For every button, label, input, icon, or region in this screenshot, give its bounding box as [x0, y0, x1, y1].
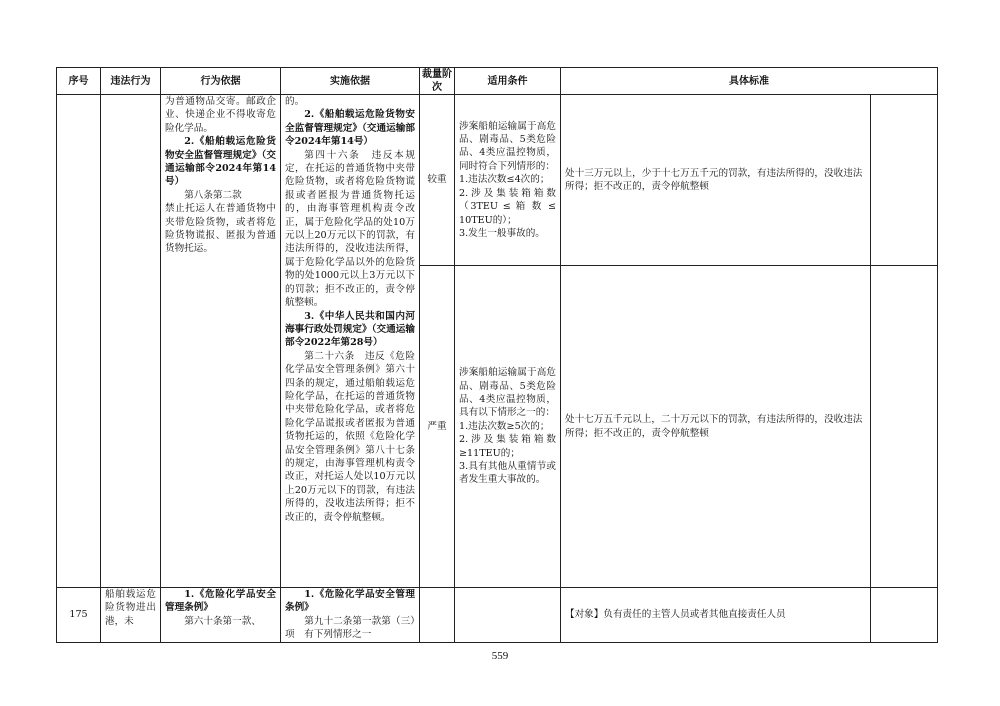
- cell-standard: 【对象】负有责任的主管人员或者其他直接责任人员: [561, 588, 871, 643]
- impl-text: 第九十二条第一款第（三）项 有下列情形之一: [285, 615, 415, 641]
- cell-level: [420, 588, 455, 643]
- cell-level: 严重: [420, 266, 455, 588]
- condition-item: 1.违法次数≥5次的；: [459, 420, 550, 432]
- table-row: [57, 95, 938, 266]
- condition-intro: 涉案船舶运输属于高危品、剧毒品、5类危险品、4类应温控物质，同时符合下列情形的：: [459, 120, 556, 172]
- header-impl: 实施依据: [281, 68, 420, 95]
- impl-reg-title: 2.《船舶载运危险货物安全监督管理规定》（交通运输部令2024年第14号）: [285, 109, 415, 148]
- cell-impl: [281, 588, 420, 643]
- header-level: 裁量阶次: [420, 68, 455, 95]
- cell-level: 较重: [420, 95, 455, 266]
- cell-impl-cont: [281, 95, 420, 588]
- header-no: 序号: [57, 68, 101, 95]
- basis-reg-title: 1.《危险化学品安全管理条例》: [165, 589, 276, 614]
- cell-act: 船舶载运危险货物进出港，未: [101, 588, 161, 643]
- cell-condition: [455, 95, 561, 266]
- cell-no-cont: [57, 95, 101, 588]
- cell-blank: [871, 588, 938, 643]
- basis-article: 第六十条第一款、: [184, 615, 261, 627]
- condition-item: 3.发生一般事故的。: [459, 227, 545, 239]
- impl-reg-title: 1.《危险化学品安全管理条例》: [285, 589, 415, 614]
- page-number: 559: [491, 650, 509, 662]
- header-row: [57, 68, 938, 95]
- basis-text: 禁止托运人在普通货物中夹带危险货物，或者将危险货物谎报、匿报为普通货物托运。: [165, 203, 276, 255]
- cell-no: 175: [57, 588, 101, 643]
- table-row: [57, 588, 938, 643]
- basis-text: 为普通物品交寄。邮政企业、快递企业不得收寄危险化学品。: [165, 96, 276, 134]
- cell-standard: 处十三万元以上，少于十七万五千元的罚款，有违法所得的，没收违法所得；拒不改正的，责令停航整顿: [561, 95, 871, 266]
- header-standard: 具体标准: [561, 68, 938, 95]
- cell-blank: [871, 95, 938, 266]
- cell-basis: [161, 588, 281, 643]
- condition-item: 3.具有其他从重情节或者发生重大事故的。: [459, 461, 556, 486]
- cell-act-cont: [101, 95, 161, 588]
- header-basis: 行为依据: [161, 68, 281, 95]
- impl-text: 第二十六条 违反《危险化学品安全管理条例》第六十四条的规定，通过船舶载运危险化学品，在托运的普通货物中夹带危险化学品，或者将危险化学品谎报或者匿报为普通货物托运的，依照《危险化学品安全管理条例》第八十七条的规定，由海事管理机构责令改正，对托运人处以10万元以上20万元以下的罚款，有违法所得的，没收违法所得；拒不改正的，责令停航整顿。: [285, 350, 415, 523]
- condition-intro: 涉案船舶运输属于高危品、剧毒品、5类危险品、4类应温控物质，具有以下情形之一的：: [459, 367, 556, 419]
- header-act: 违法行为: [101, 68, 161, 95]
- basis-reg-title: 2.《船舶载运危险货物安全监督管理规定》（交通运输部令2024年第14号）: [165, 136, 276, 188]
- cell-basis-cont: [161, 95, 281, 588]
- condition-item: 2.涉及集装箱箱数≥11TEU的；: [459, 434, 556, 459]
- impl-text: 的。: [285, 96, 305, 107]
- cell-standard: 处十七万五千元以上，二十万元以下的罚款，有违法所得的，没收违法所得；拒不改正的，责令停航整顿: [561, 266, 871, 588]
- basis-article: 第八条第二款: [184, 189, 242, 201]
- condition-item: 2.涉及集装箱箱数（3TEU ≤ 箱 数 ≤ 10TEU的）；: [459, 187, 556, 226]
- penalty-standards-table: [56, 67, 938, 643]
- impl-text: 第四十六条 违反本规定，在托运的普通货物中夹带危险货物，或者将危险货物谎报或者匿报为普通货物托运的，由海事管理机构责令改正，属于危险化学品的处10万元以上20万元以下的罚款，有违法所得的，没收违法所得，属于危险化学品以外的危险货物的处1000元以上3万元以下的罚款；拒不改正的，责令停航整顿。: [285, 149, 415, 309]
- cell-condition: [455, 266, 561, 588]
- cell-condition: [455, 588, 561, 643]
- cell-blank: [871, 266, 938, 588]
- condition-item: 1.违法次数≤4次的；: [459, 174, 550, 186]
- header-condition: 适用条件: [455, 68, 561, 95]
- impl-reg-title: 3.《中华人民共和国内河海事行政处罚规定》（交通运输部令2022年第28号）: [285, 310, 415, 349]
